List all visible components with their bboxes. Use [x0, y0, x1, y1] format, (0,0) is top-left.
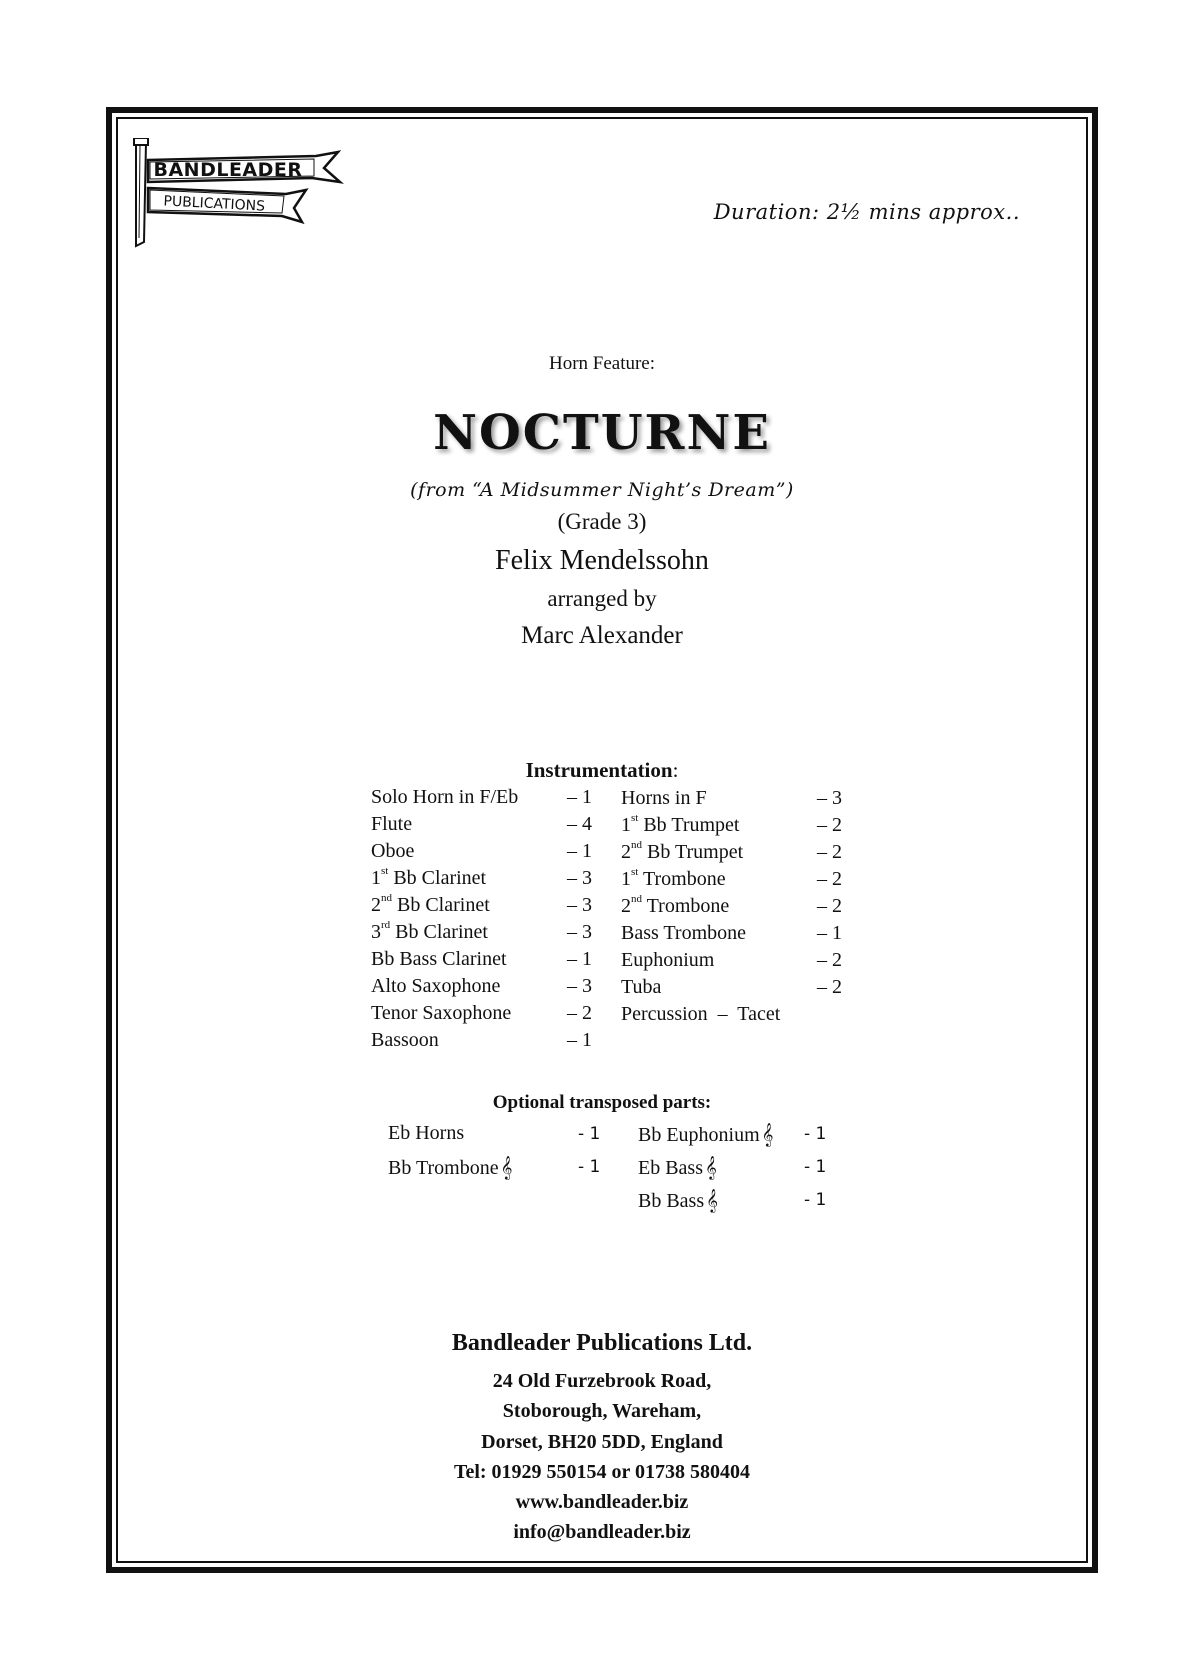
- instrument-ordinal-suffix: st: [631, 812, 639, 824]
- optional-part-row: [638, 1122, 838, 1155]
- optional-part-label: Bb Trombone: [388, 1157, 499, 1179]
- instrument-row: [621, 895, 851, 922]
- instrument-name: [371, 1029, 439, 1052]
- instrument-row: [371, 867, 601, 894]
- optional-part-name: [638, 1188, 718, 1213]
- instrument-ordinal-suffix: nd: [631, 893, 642, 905]
- optional-part-name: [638, 1155, 717, 1180]
- instrument-label: Flute: [371, 813, 413, 835]
- instrument-quantity: – 3: [567, 921, 592, 943]
- instrumentation-list-right: [621, 787, 851, 1030]
- instrument-label: Bb Clarinet: [392, 894, 490, 916]
- composer-name: Felix Mendelssohn: [495, 545, 709, 576]
- publisher-email-link[interactable]: info@bandleader.biz: [513, 1521, 691, 1543]
- instrument-label: Tenor Saxophone: [371, 1002, 512, 1024]
- grade-label: (Grade 3): [557, 509, 647, 534]
- arranged-by-label: arranged by: [547, 586, 657, 611]
- instrument-ordinal: 2: [621, 895, 631, 917]
- publisher-address-line: Stoborough, Wareham,: [502, 1400, 702, 1422]
- instrument-quantity: – 2: [817, 841, 842, 863]
- instrument-label: Bb Clarinet: [390, 921, 488, 943]
- treble-clef-icon: 𝄞: [761, 1122, 774, 1146]
- instrument-label: Bb Trumpet: [638, 814, 740, 836]
- instrument-row: [621, 868, 851, 895]
- optional-parts-heading: Optional transposed parts:: [492, 1092, 712, 1113]
- instrument-name: [371, 921, 488, 944]
- feature-label: Horn Feature:: [548, 353, 656, 374]
- optional-part-label: Bb Euphonium: [638, 1124, 760, 1146]
- bandleader-publications-logo: [126, 138, 368, 248]
- instrument-row: [621, 1003, 851, 1030]
- instrument-row: [371, 975, 601, 1002]
- instrument-name: [621, 922, 746, 945]
- treble-clef-icon: 𝄞: [706, 1188, 718, 1212]
- instrument-quantity: – 2: [817, 949, 842, 971]
- instrument-name: [371, 948, 507, 971]
- instrument-ordinal: 2: [621, 841, 631, 863]
- instrument-quantity: – 1: [567, 786, 592, 808]
- optional-parts-list-right: [638, 1122, 838, 1221]
- instrument-quantity: – 1: [567, 1029, 592, 1051]
- instrument-quantity: – 1: [817, 922, 842, 944]
- optional-part-name: [388, 1122, 464, 1145]
- instrument-ordinal-suffix: rd: [381, 919, 391, 931]
- instrument-name: [371, 786, 518, 809]
- instrument-name: [371, 894, 490, 917]
- instrument-quantity: – 3: [817, 787, 842, 809]
- optional-part-name: [638, 1122, 774, 1147]
- instrumentation-list-left: [371, 786, 601, 1056]
- instrument-quantity: – 2: [567, 1002, 592, 1024]
- instrument-label: Euphonium: [621, 949, 715, 971]
- instrument-row: [371, 921, 601, 948]
- instrument-label: Percussion – Tacet: [621, 1003, 781, 1025]
- instrument-name: [621, 841, 743, 864]
- arranger-name: Marc Alexander: [521, 622, 683, 649]
- optional-part-quantity: - 1: [578, 1157, 601, 1177]
- instrument-quantity: – 3: [567, 975, 592, 997]
- instrument-ordinal-suffix: st: [381, 865, 389, 877]
- duration-text: Duration: 2½ mins approx..: [713, 200, 1020, 224]
- optional-part-quantity: - 1: [804, 1124, 827, 1144]
- instrument-quantity: – 3: [567, 894, 592, 916]
- optional-part-label: Bb Bass: [638, 1190, 705, 1212]
- instrument-name: [621, 949, 714, 972]
- instrument-label: Trombone: [638, 868, 726, 890]
- treble-clef-icon: 𝄞: [705, 1155, 717, 1179]
- instrument-quantity: – 2: [817, 868, 842, 890]
- instrument-row: [371, 948, 601, 975]
- instrument-row: [621, 976, 851, 1003]
- optional-part-label: Eb Bass: [638, 1157, 703, 1179]
- svg-text:BANDLEADER: BANDLEADER: [153, 159, 303, 181]
- instrument-ordinal: 2: [371, 894, 381, 916]
- optional-part-row: [388, 1155, 608, 1188]
- instrument-name: [371, 867, 486, 890]
- instrument-row: [371, 894, 601, 921]
- instrument-label: Bassoon: [371, 1029, 439, 1051]
- svg-text:PUBLICATIONS: PUBLICATIONS: [163, 193, 266, 215]
- instrument-label: Solo Horn in F/Eb: [371, 786, 519, 808]
- instrument-row: [371, 840, 601, 867]
- instrument-label: Oboe: [371, 840, 415, 862]
- optional-part-quantity: - 1: [578, 1124, 601, 1144]
- instrument-name: [621, 895, 729, 918]
- instrument-row: [371, 1029, 601, 1056]
- instrument-label: Bb Bass Clarinet: [371, 948, 507, 970]
- instrument-row: [621, 814, 851, 841]
- instrument-ordinal-suffix: nd: [631, 839, 642, 851]
- optional-part-quantity: - 1: [804, 1157, 827, 1177]
- instrument-label: Bb Trumpet: [642, 841, 744, 863]
- publisher-telephone: Tel: 01929 550154 or 01738 580404: [453, 1461, 751, 1483]
- instrument-ordinal-suffix: nd: [381, 892, 392, 904]
- piece-title: NOCTURNE: [433, 405, 771, 461]
- treble-clef-icon: 𝄞: [500, 1155, 513, 1179]
- instrument-name: [371, 840, 414, 863]
- instrument-quantity: – 1: [567, 948, 592, 970]
- instrumentation-heading: Instrumentation:: [525, 758, 679, 782]
- instrument-row: [621, 787, 851, 814]
- instrument-name: [371, 975, 500, 998]
- instrument-quantity: – 3: [567, 867, 592, 889]
- instrument-row: [621, 922, 851, 949]
- instrument-name: [371, 813, 412, 836]
- instrument-label: Horns in F: [621, 787, 707, 809]
- instrument-ordinal: 1: [371, 867, 381, 889]
- instrument-quantity: – 2: [817, 895, 842, 917]
- instrument-row: [621, 949, 851, 976]
- instrument-row: [371, 1002, 601, 1029]
- instrument-ordinal: 3: [371, 921, 381, 943]
- instrument-label: Trombone: [642, 895, 730, 917]
- optional-part-row: [638, 1155, 838, 1188]
- instrument-quantity: – 4: [567, 813, 592, 835]
- publisher-address-line: Dorset, BH20 5DD, England: [481, 1431, 723, 1453]
- instrument-ordinal: 1: [621, 814, 631, 836]
- publisher-address-line: 24 Old Furzebrook Road,: [492, 1370, 712, 1392]
- instrument-quantity: – 2: [817, 976, 842, 998]
- instrument-name: [621, 814, 740, 837]
- optional-part-row: [638, 1188, 838, 1221]
- optional-part-name: [388, 1155, 512, 1180]
- instrument-label: Alto Saxophone: [371, 975, 501, 997]
- instrument-row: [371, 813, 601, 840]
- instrument-name: [621, 787, 707, 810]
- optional-part-label: Eb Horns: [388, 1122, 465, 1144]
- instrument-ordinal: 1: [621, 868, 631, 890]
- instrument-ordinal-suffix: st: [631, 866, 639, 878]
- instrument-row: [621, 841, 851, 868]
- instrument-label: Tuba: [621, 976, 662, 998]
- publisher-website-link[interactable]: www.bandleader.biz: [515, 1491, 689, 1513]
- publisher-name: Bandleader Publications Ltd.: [451, 1330, 753, 1356]
- optional-part-quantity: - 1: [804, 1190, 827, 1210]
- instrument-name: [621, 868, 726, 891]
- instrument-name: [371, 1002, 511, 1025]
- instrument-quantity: – 2: [817, 814, 842, 836]
- instrument-name: [621, 976, 661, 999]
- instrument-quantity: – 1: [567, 840, 592, 862]
- optional-part-row: [388, 1122, 608, 1155]
- piece-subtitle: (from “A Midsummer Night’s Dream”): [410, 479, 794, 501]
- instrument-name: [621, 1003, 780, 1026]
- instrument-label: Bb Clarinet: [388, 867, 487, 889]
- instrument-row: [371, 786, 601, 813]
- instrument-label: Bass Trombone: [621, 922, 747, 944]
- optional-parts-list-left: [388, 1122, 608, 1188]
